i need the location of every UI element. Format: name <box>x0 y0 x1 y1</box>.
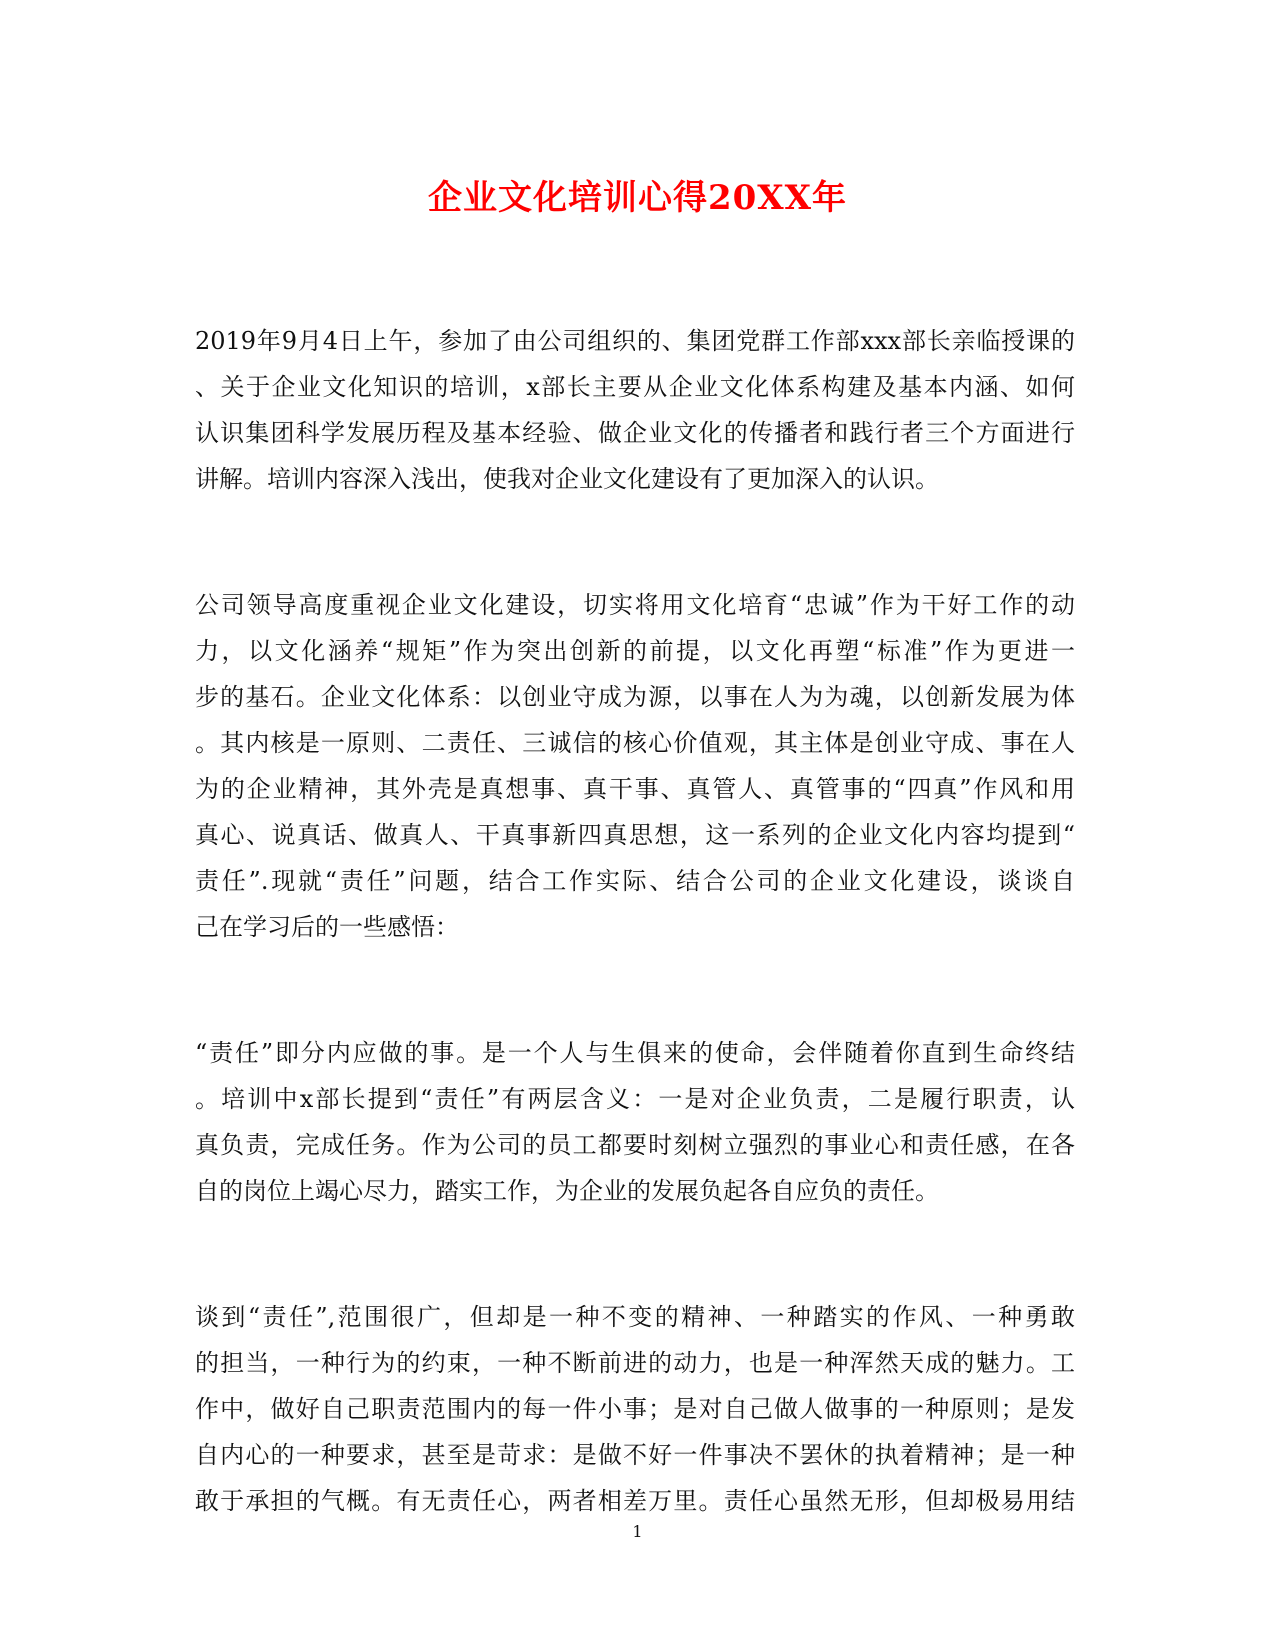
text-line: 责任”.现就“责任”问题，结合工作实际、结合公司的企业文化建设，谈谈自 <box>195 867 1075 895</box>
document-body <box>195 318 1075 1604</box>
text-line: 作中，做好自己职责范围内的每一件小事；是对自己做人做事的一种原则；是发 <box>195 1395 1075 1423</box>
text-line: 谈到“责任”,范围很广，但却是一种不变的精神、一种踏实的作风、一种勇敢 <box>195 1303 1075 1331</box>
text-line: 讲解。培训内容深入浅出，使我对企业文化建设有了更加深入的认识。 <box>195 465 939 493</box>
text-line: 自的岗位上竭心尽力，踏实工作，为企业的发展负起各自应负的责任。 <box>195 1177 939 1205</box>
text-line: 真负责，完成任务。作为公司的员工都要时刻树立强烈的事业心和责任感，在各 <box>195 1131 1075 1159</box>
text-line: 公司领导高度重视企业文化建设，切实将用文化培育“忠诚”作为干好工作的动 <box>195 591 1075 619</box>
text-line: 敢于承担的气概。有无责任心，两者相差万里。责任心虽然无形，但却极易用结 <box>195 1487 1075 1515</box>
paragraph-1 <box>195 318 1075 502</box>
text-line: 的担当，一种行为的约束，一种不断前进的动力，也是一种浑然天成的魅力。工 <box>195 1349 1075 1377</box>
text-line: 、关于企业文化知识的培训，x部长主要从企业文化体系构建及基本内涵、如何 <box>195 373 1075 401</box>
text-line: 。其内核是一原则、二责任、三诚信的核心价值观，其主体是创业守成、事在人 <box>195 729 1075 757</box>
text-line: 步的基石。企业文化体系：以创业守成为源，以事在人为为魂，以创新发展为体 <box>195 683 1075 711</box>
paragraph-4 <box>195 1294 1075 1524</box>
text-line: “责任”即分内应做的事。是一个人与生俱来的使命，会伴随着你直到生命终结 <box>195 1039 1075 1067</box>
page-number: 1 <box>632 1522 643 1541</box>
paragraph-3 <box>195 1030 1075 1214</box>
paragraph-2 <box>195 582 1075 950</box>
text-line: 己在学习后的一些感悟： <box>195 913 459 941</box>
text-line: 。培训中x部长提到“责任”有两层含义：一是对企业负责，二是履行职责，认 <box>195 1085 1075 1113</box>
text-line: 2019年9月4日上午，参加了由公司组织的、集团党群工作部xxx部长亲临授课的 <box>195 327 1075 355</box>
text-line: 力，以文化涵养“规矩”作为突出创新的前提，以文化再塑“标准”作为更进一 <box>195 637 1075 665</box>
text-line: 为的企业精神，其外壳是真想事、真干事、真管人、真管事的“四真”作风和用 <box>195 775 1075 803</box>
text-line: 自内心的一种要求，甚至是苛求：是做不好一件事决不罢休的执着精神；是一种 <box>195 1441 1075 1469</box>
text-line: 认识集团科学发展历程及基本经验、做企业文化的传播者和践行者三个方面进行 <box>195 419 1075 447</box>
text-line: 真心、说真话、做真人、干真事新四真思想，这一系列的企业文化内容均提到“ <box>195 821 1075 849</box>
document-title: 企业文化培训心得20XX年 <box>427 178 848 218</box>
